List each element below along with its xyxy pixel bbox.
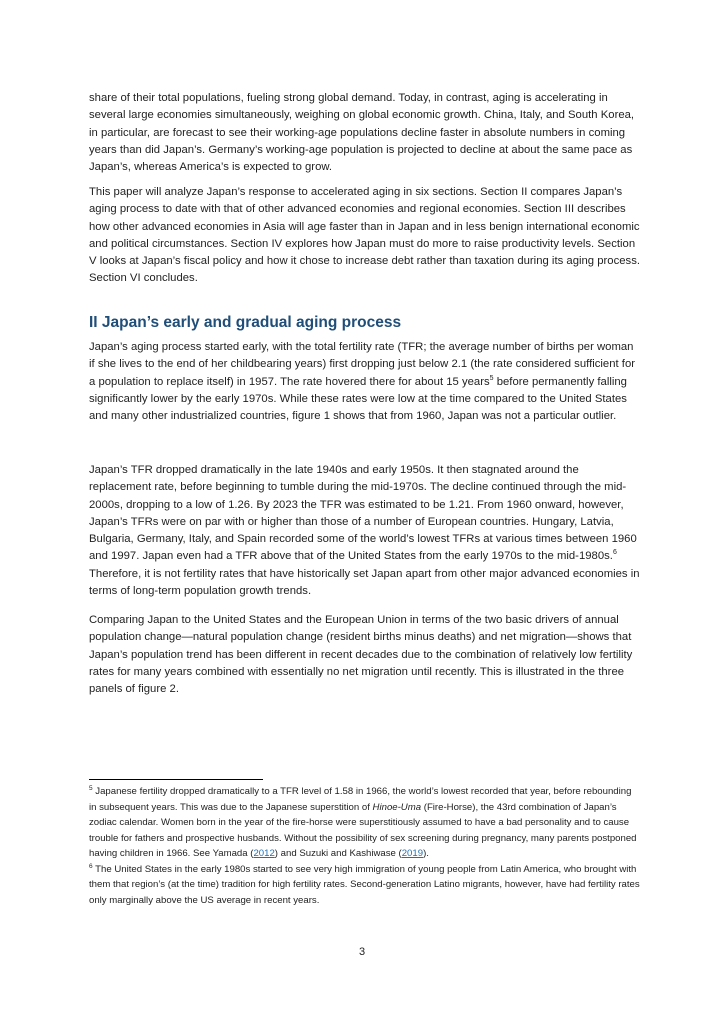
paragraph-text: share of their total populations, fueling strong global demand. Today, in contrast, aging is accelerating in several large economies simultaneously, weighing on global economic growth. China, Italy, and South Korea, in particular, are forecast to see their working-age populations decline faster in absolute numbers in coming years than did Japan’s. Germany’s working-age population is projected to decline at about the same pace as Japan’s, whereas America’s is expected to grow. [89,92,635,174]
footnote-number: 6 [89,862,93,870]
paragraph-segment: Japan’s aging process started early, with the total fertility rate (TFR; the average number of births per woman if she lives to the end of her childbearing years) first dropping just below 2.1 (the rate considered sufficient for a population to replace itself) in 1957. The rate hovered there for about 15 years [89,341,636,388]
footnote-segment: The United States in the early 1980s started to see very high immigration of young people from Latin America, who brought with them that region’s (at the time) tradition for high fertility rates. Second-generation Latino migrants, however, have had fertility rates only marginally above the US average in recent years. [89,863,640,906]
footnote-italic-term: Hinoe-Uma [372,801,422,813]
footnote-5 [89,784,641,862]
footnote-segment: ). [423,848,429,859]
footnote-ref-5[interactable]: 5 [489,374,494,382]
page-number: 3 [358,946,366,958]
paragraph-paper-outline [89,184,641,288]
paragraph-intro-continued [89,90,641,176]
paragraph-text [89,462,641,600]
paragraph-text: Comparing Japan to the United States and the European Union in terms of the two basic drivers of annual population change—natural population change (resident births minus deaths) and net migration—shows that Japan’s population trend has been different in recent decades due to the combination of relatively low fertility rates for many years combined with essentially no net migration until recently. This is illustrated in the three panels of figure 2. [89,614,633,696]
footnotes [89,784,641,908]
paragraph-aging-start [89,339,641,425]
citation-link-suzuki-2019[interactable]: 2019 [401,848,424,859]
paragraph-segment: Japan’s TFR dropped dramatically in the late 1940s and early 1950s. It then stagnated around the replacement rate, before beginning to tumble during the mid-1970s. The decline continued through the mid-2000s, dropping to a low of 1.26. By 2023 the TFR was estimated to be 1.21. From 1960 onward, however, Japan’s TFRs were on par with or higher than those of a number of European countries. Hungary, Latvia, Bulgaria, Germany, Italy, and Spain recorded some of the world’s lowest TFRs at various times between 1960 and 1997. Japan even had a TFR above that of the United States from the early 1970s to the mid-1980s. [89,464,637,563]
footnote-divider [89,779,263,780]
citation-link-yamada-2012[interactable]: 2012 [253,848,275,859]
paragraph-comparison [89,612,641,698]
footnote-segment: ) and Suzuki and Kashiwase ( [274,848,402,859]
paragraph-text [89,339,641,425]
paragraph-segment: Therefore, it is not fertility rates that have historically set Japan apart from other major advanced economies in terms of long-term population growth trends. [89,567,640,598]
paragraph-text: This paper will analyze Japan’s response to accelerated aging in six sections. Section II compares Japan’s aging process to date with that of other advanced economies and regional economies. Section III describes how other advanced economies in Asia will age faster than in Japan and in less benign international economic and political circumstances. Section IV explores how Japan must do more to raise productivity levels. Section V looks at Japan’s fiscal policy and how it chose to increase debt rather than taxation during its aging process. Section VI concludes. [89,186,641,285]
paragraph-tfr-history [89,462,641,600]
paragraph-segment: before permanently falling significantly lower by the early 1970s. While these rates were low at the time compared to the United States and many other industrialized countries, figure 1 shows that from 1960, Japan was not a particular outlier. [89,375,627,423]
footnote-segment: Japanese fertility dropped dramatically to a TFR level of 1.58 in 1966, the world’s lowest recorded that year, before rebounding in subsequent years. This was due to the Japanese superstition of [89,786,632,813]
section-heading: II Japan’s early and gradual aging process [89,314,402,331]
footnote-number: 5 [89,784,93,792]
footnote-ref-6[interactable]: 6 [612,549,617,557]
footnote-segment: (Fire-Horse), the 43rd combination of Japan’s zodiac calendar. Women born in the year of the fire-horse were superstitiously assumed to have a bad personality and to cause trouble for fathers and prospective husbands. Without the possibility of sex screening during pregnancy, many parents postponed having children in 1966. See Yamada ( [89,801,637,859]
footnote-6 [89,862,641,909]
